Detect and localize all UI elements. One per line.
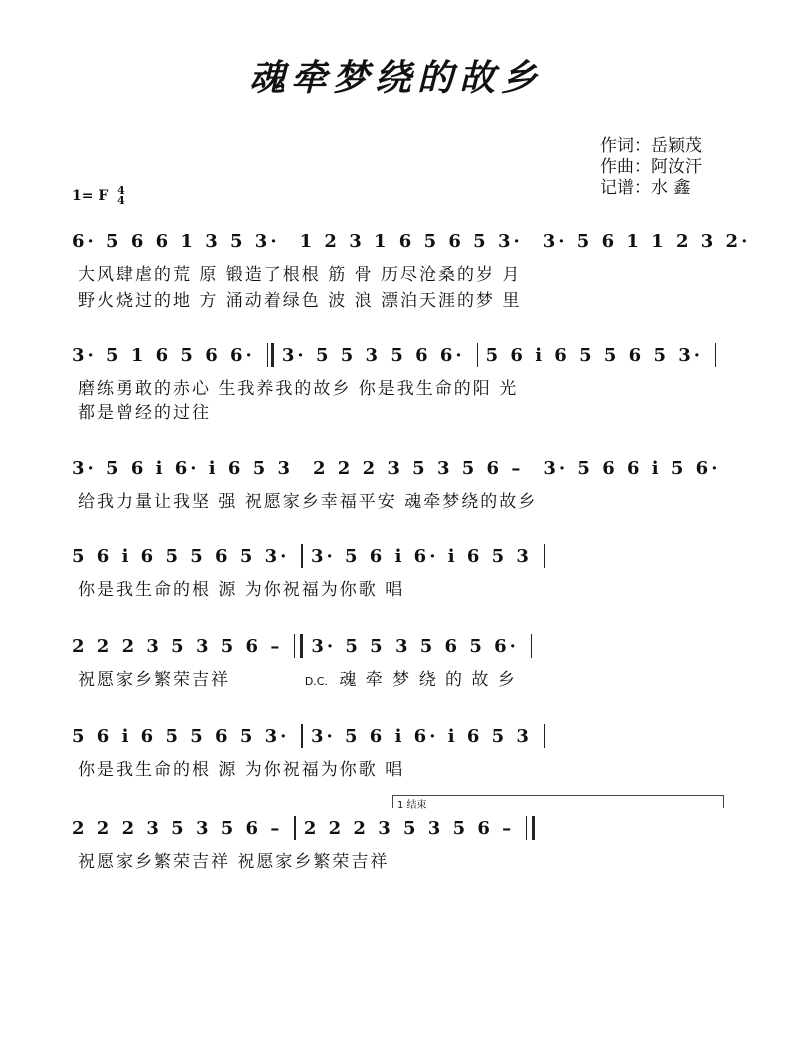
lyricist: 作词：岳颖茂 — [600, 136, 702, 156]
notes-row-5 — [72, 633, 724, 659]
measure: 3· 5 6 i 6· i 6 5 3 — [72, 457, 294, 479]
key-label: 1= F — [72, 188, 109, 204]
measure: 3· 5 6 i 6· i 6 5 3 — [310, 725, 532, 747]
measure: 2 2 2 3 5 3 5 6 – — [72, 817, 283, 839]
composer: 作曲：阿汝汗 — [600, 157, 702, 177]
lyric-line: 你是我生命的根 源 为你祝福为你歌 唱 — [78, 580, 405, 600]
measure: 3· 5 5 3 5 6 6· — [281, 344, 465, 366]
lyric-line: 野火烧过的地 方 涌动着绿色 波 浪 漂泊天涯的梦 里 — [78, 291, 522, 311]
measure: 1 2 3 1 6 5 6 5 3· — [299, 230, 523, 252]
dc-marking: D.C. — [304, 675, 328, 688]
transcriber: 记谱：水 鑫 — [600, 178, 691, 198]
lyric-line: 祝愿家乡繁荣吉祥 祝愿家乡繁荣吉祥 — [78, 852, 390, 872]
lyric-line — [78, 665, 517, 690]
notes-row-6 — [72, 723, 724, 749]
measure: 6· 5 6 6 1 3 5 3· — [72, 230, 280, 252]
notes-row-3 — [72, 455, 724, 481]
lyric-line: 都是曾经的过往 — [78, 403, 211, 423]
measure: 3· 5 6 6 i 5 6· — [543, 457, 721, 479]
measure: 2 2 2 3 5 3 5 6 – — [72, 635, 283, 657]
lyric-line: 大风肆虐的荒 原 锻造了根根 筋 骨 历尽沧桑的岁 月 — [78, 265, 522, 285]
notes-row-4 — [72, 543, 724, 569]
measure: 3· 5 5 3 5 6 5 6· — [311, 635, 519, 657]
measure: 5 6 i 6 5 5 6 5 3· — [485, 344, 704, 366]
measure: 3· 5 1 6 5 6 6· — [72, 344, 255, 366]
measure: 2 2 2 3 5 3 5 6 – — [313, 457, 524, 479]
notes-row-2 — [72, 342, 724, 368]
time-bottom: 4 — [117, 194, 125, 207]
time-top: 4 — [117, 184, 125, 197]
notes-row-1 — [72, 228, 751, 254]
measure: 5 6 i 6 5 5 6 5 3· — [72, 725, 290, 747]
measure: 5 6 i 6 5 5 6 5 3· — [72, 545, 290, 567]
volta-bracket: 1 结束 — [392, 795, 724, 808]
notes-row-7 — [72, 815, 724, 841]
lyric-line: 磨练勇敢的赤心 生我养我的故乡 你是我生命的阳 光 — [78, 379, 519, 399]
measure: 2 2 2 3 5 3 5 6 – — [303, 817, 515, 839]
song-title: 魂牵梦绕的故乡 — [248, 57, 543, 99]
measure: 3· 5 6 i 6· i 6 5 3 — [310, 545, 532, 567]
lyric-segment: 祝愿家乡繁荣吉祥 — [78, 670, 230, 690]
lyric-segment: 魂 牵 梦 绕 的 故 乡 — [339, 670, 517, 690]
measure: 3· 5 6 1 1 2 3 2· — [542, 230, 751, 252]
time-signature — [117, 186, 125, 206]
lyric-line: 给我力量让我坚 强 祝愿家乡幸福平安 魂牵梦绕的故乡 — [78, 492, 538, 512]
credits — [600, 136, 702, 199]
lyric-line: 你是我生命的根 源 为你祝福为你歌 唱 — [78, 760, 405, 780]
key-signature — [72, 186, 125, 206]
